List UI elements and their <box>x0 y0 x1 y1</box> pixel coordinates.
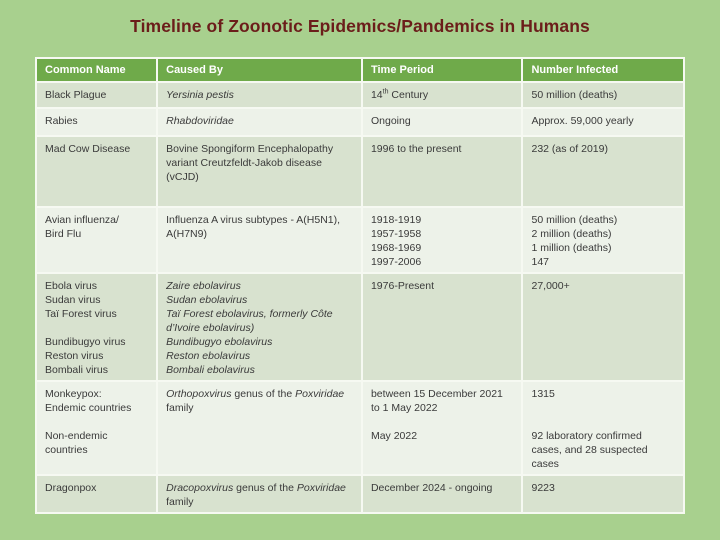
text-run: 1957-1958 <box>370 228 422 240</box>
cell-line <box>166 481 353 495</box>
cell-line <box>166 114 353 128</box>
cell-line <box>531 88 675 102</box>
cell-line <box>166 170 353 184</box>
cell-line <box>45 401 148 415</box>
table-cell <box>37 382 156 474</box>
cell-line <box>45 293 148 307</box>
text-run: th <box>382 88 389 96</box>
cell-line <box>531 401 675 415</box>
cell-line <box>45 363 148 377</box>
cell-line <box>531 387 675 401</box>
text-run: Zaire ebolavirus <box>166 280 241 292</box>
text-run: Bombali ebolavirus <box>166 364 255 376</box>
cell-line <box>371 415 514 429</box>
cell-line <box>531 241 675 255</box>
text-run: Sudan ebolavirus <box>166 294 248 306</box>
text-run: 1996 to the present <box>370 143 462 155</box>
text-run: 92 laboratory confirmed <box>531 430 642 442</box>
cell-line <box>166 142 353 156</box>
text-run: Endemic countries <box>45 402 132 414</box>
text-run: 50 million (deaths) <box>531 89 618 101</box>
text-run: genus of the <box>233 482 297 494</box>
table-row <box>37 476 683 512</box>
cell-line <box>45 443 148 457</box>
cell-line <box>166 88 353 102</box>
table-row <box>37 137 683 206</box>
text-run: Reston virus <box>45 350 104 362</box>
text-run: Reston ebolavirus <box>166 350 251 362</box>
table-header-row <box>37 59 683 81</box>
table-row <box>37 274 683 380</box>
text-run: 1976-Present <box>370 280 435 292</box>
cell-line <box>371 387 514 401</box>
cell-line <box>45 481 148 495</box>
text-run: A(H7N9) <box>166 228 207 240</box>
cell-line <box>531 255 675 269</box>
text-run: Influenza A virus subtypes - A(H5N1), <box>166 214 341 226</box>
cell-line <box>371 429 514 443</box>
table-cell <box>158 83 361 107</box>
cell-line <box>45 349 148 363</box>
text-run: Mad Cow Disease <box>45 143 131 155</box>
text-run: to 1 May 2022 <box>370 402 438 414</box>
text-run: cases, and 28 suspected <box>531 444 648 456</box>
cell-line <box>45 279 148 293</box>
cell-line <box>45 321 148 335</box>
table-cell <box>158 109 361 135</box>
cell-line <box>531 415 675 429</box>
text-run: (vCJD) <box>166 171 199 183</box>
table-cell <box>363 476 522 512</box>
text-run: 14 <box>370 89 383 101</box>
cell-line <box>166 401 353 415</box>
text-run: Poxviridae <box>296 482 346 494</box>
text-run: 1918-1919 <box>370 214 422 226</box>
cell-line <box>45 335 148 349</box>
table-cell <box>363 382 522 474</box>
text-run: d’Ivoire ebolavirus) <box>166 322 255 334</box>
text-run: 2 million (deaths) <box>531 228 612 240</box>
table-row <box>37 208 683 272</box>
table-cell <box>158 274 361 380</box>
text-run: December 2024 - ongoing <box>370 482 493 494</box>
cell-line <box>166 279 353 293</box>
table-cell <box>158 382 361 474</box>
cell-line <box>166 307 353 321</box>
text-run: Yersinia pestis <box>166 89 234 101</box>
cell-line <box>531 443 675 457</box>
text-run: family <box>166 496 194 508</box>
cell-line <box>531 279 675 293</box>
cell-line <box>45 213 148 227</box>
header-cell: Number Infected <box>523 59 683 81</box>
cell-line <box>166 495 353 509</box>
text-run: Dracopoxvirus <box>166 482 234 494</box>
cell-line <box>45 88 148 102</box>
table-cell <box>523 274 683 380</box>
cell-line <box>531 457 675 471</box>
cell-line <box>531 213 675 227</box>
cell-line <box>371 401 514 415</box>
cell-line <box>166 387 353 401</box>
cell-line <box>166 335 353 349</box>
table-cell <box>523 208 683 272</box>
text-run: Black Plague <box>45 89 107 101</box>
table-cell <box>363 83 522 107</box>
table-cell <box>37 137 156 206</box>
epidemics-table <box>35 57 685 514</box>
cell-line <box>166 321 353 335</box>
cell-line <box>371 213 514 227</box>
table-cell <box>37 274 156 380</box>
table-cell <box>363 208 522 272</box>
text-run: Bundibugyo virus <box>45 336 126 348</box>
text-run: 232 (as of 2019) <box>531 143 608 155</box>
cell-line <box>45 227 148 241</box>
table-cell <box>37 83 156 107</box>
text-run: Monkeypox: <box>45 388 102 400</box>
table-cell <box>523 382 683 474</box>
text-run: Dragonpox <box>45 482 97 494</box>
cell-line <box>45 387 148 401</box>
cell-line <box>371 88 514 102</box>
cell-line <box>531 114 675 128</box>
cell-line <box>166 227 353 241</box>
cell-line <box>166 213 353 227</box>
table-cell <box>158 137 361 206</box>
text-run: 1968-1969 <box>370 242 422 254</box>
text-run: Bombali virus <box>45 364 109 376</box>
cell-line <box>371 279 514 293</box>
text-run: Ebola virus <box>45 280 97 292</box>
table-cell <box>37 109 156 135</box>
text-run: genus of the <box>231 388 296 400</box>
text-run: Rabies <box>45 115 78 127</box>
text-run: 9223 <box>531 482 555 494</box>
text-run: Bundibugyo ebolavirus <box>166 336 273 348</box>
table-cell <box>523 137 683 206</box>
text-run: Rhabdoviridae <box>166 115 234 127</box>
cell-line <box>531 142 675 156</box>
text-run: Taï Forest ebolavirus, formerly Côte <box>166 308 333 320</box>
cell-line <box>371 481 514 495</box>
cell-line <box>531 227 675 241</box>
table-cell <box>523 109 683 135</box>
table-cell <box>158 208 361 272</box>
table-cell <box>37 208 156 272</box>
cell-line <box>45 114 148 128</box>
cell-line <box>371 142 514 156</box>
cell-line <box>166 349 353 363</box>
table-cell <box>37 476 156 512</box>
cell-line <box>531 429 675 443</box>
cell-line <box>166 363 353 377</box>
text-run: Approx. 59,000 yearly <box>531 115 634 127</box>
cell-line <box>371 114 514 128</box>
text-run: Non-endemic <box>45 430 108 442</box>
table-cell <box>363 109 522 135</box>
header-cell: Common Name <box>37 59 156 81</box>
text-run: cases <box>531 458 559 470</box>
table-cell <box>363 274 522 380</box>
table-cell <box>523 476 683 512</box>
page-title: Timeline of Zoonotic Epidemics/Pandemics in Humans <box>130 16 590 36</box>
table-row <box>37 382 683 474</box>
cell-line <box>531 481 675 495</box>
text-run: May 2022 <box>370 430 418 442</box>
table-cell <box>363 137 522 206</box>
header-cell: Caused By <box>158 59 361 81</box>
text-run: Sudan virus <box>45 294 101 306</box>
text-run: Ongoing <box>370 115 411 127</box>
cell-line <box>166 156 353 170</box>
text-run: Taï Forest virus <box>45 308 117 320</box>
text-run: 1315 <box>531 388 555 400</box>
text-run: 1997-2006 <box>370 256 422 268</box>
table-cell <box>523 83 683 107</box>
text-run: Century <box>388 89 429 101</box>
cell-line <box>166 293 353 307</box>
table-cell <box>158 476 361 512</box>
table-row <box>37 109 683 135</box>
text-run: 27,000+ <box>531 280 570 292</box>
text-run: Bovine Spongiform Encephalopathy <box>166 143 334 155</box>
text-run: between 15 December 2021 <box>370 388 503 400</box>
cell-line <box>371 255 514 269</box>
text-run: 147 <box>531 256 550 268</box>
text-run: Bird Flu <box>45 228 82 240</box>
cell-line <box>45 429 148 443</box>
text-run: Orthopoxvirus <box>166 388 232 400</box>
cell-line <box>45 415 148 429</box>
cell-line <box>45 307 148 321</box>
cell-line <box>371 227 514 241</box>
text-run: variant Creutzfeldt-Jakob disease <box>166 157 322 169</box>
text-run: Poxviridae <box>295 388 345 400</box>
cell-line <box>45 142 148 156</box>
header-cell: Time Period <box>363 59 522 81</box>
text-run: Avian influenza/ <box>45 214 119 226</box>
table-row <box>37 83 683 107</box>
text-run: family <box>166 402 194 414</box>
cell-line <box>371 241 514 255</box>
text-run: countries <box>45 444 88 456</box>
text-run: 1 million (deaths) <box>531 242 612 254</box>
text-run: 50 million (deaths) <box>531 214 618 226</box>
